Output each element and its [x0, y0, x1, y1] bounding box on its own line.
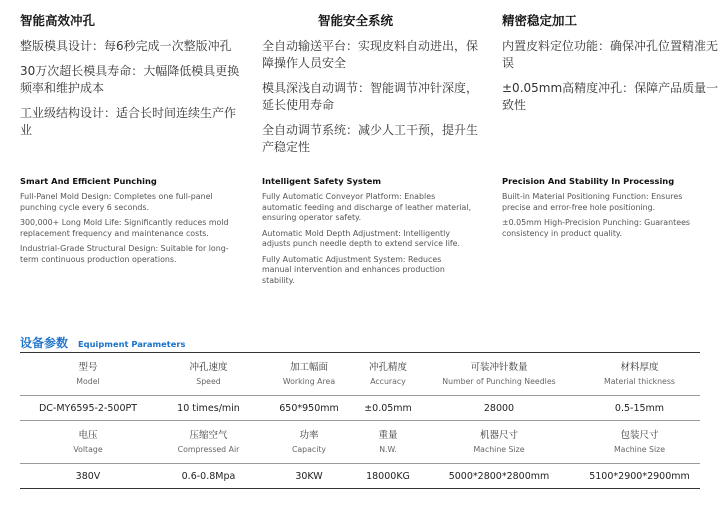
spec-header-cell: 冲孔精度 Accuracy [357, 353, 419, 396]
feature-title-en: Smart And Efficient Punching [20, 176, 157, 186]
feature-column-precision-en [502, 175, 707, 239]
spec-value-cell: 18000KG [357, 464, 419, 489]
feature-item-zh: 全自动输送平台：实现皮料自动进出，保障操作人员安全 [262, 39, 479, 70]
feature-column-safety-en [262, 175, 472, 286]
spec-header-cell: 包装尺寸 Machine Size [579, 421, 700, 464]
spec-value-cell: 28000 [419, 396, 579, 421]
parameters-title-zh: 设备参数 [20, 336, 69, 350]
feature-column-efficient-en [20, 175, 230, 265]
feature-item-en: Built-in Material Positioning Function: Ensures precise and error-free hole positioning. [502, 192, 683, 212]
feature-title-zh: 智能高效冲孔 [20, 13, 96, 28]
spec-header-cell: 加工幅面 Working Area [261, 353, 357, 396]
spec-value-cell: 5100*2900*2900mm [579, 464, 700, 489]
feature-item-en: Fully Automatic Conveyor Platform: Enables automatic feeding and discharge of leather material, ensuring operator safety. [262, 192, 472, 222]
feature-column-safety [262, 10, 487, 156]
spec-value-cell: 0.6-0.8Mpa [156, 464, 261, 489]
feature-item-en: Full-Panel Mold Design: Completes one full-panel punching cycle every 6 seconds. [20, 192, 213, 212]
spec-header-cell: 重量 N.W. [357, 421, 419, 464]
spec-value-row [20, 464, 700, 489]
feature-item-en: Industrial-Grade Structural Design: Suitable for long-term continuous production operations. [20, 244, 229, 264]
feature-title-zh: 精密稳定加工 [502, 13, 578, 28]
feature-title-en: Precision And Stability In Processing [502, 176, 675, 186]
feature-column-precision [502, 10, 726, 114]
feature-item-zh: 30万次超长模具寿命：大幅降低模具更换频率和维护成本 [20, 64, 240, 95]
feature-title-en: Intelligent Safety System [262, 176, 382, 186]
feature-item-zh: ±0.05mm高精度冲孔：保障产品质量一致性 [502, 81, 719, 112]
parameters-title-en: Equipment Parameters [78, 339, 186, 349]
spec-header-cell: 机器尺寸 Machine Size [419, 421, 579, 464]
spec-value-row [20, 396, 700, 421]
spec-header-cell: 可装冲针数量 Number of Punching Needles [419, 353, 579, 396]
feature-item-zh: 整版模具设计：每6秒完成一次整版冲孔 [20, 39, 232, 53]
spec-header-cell: 电压 Voltage [20, 421, 156, 464]
spec-value-cell: 5000*2800*2800mm [419, 464, 579, 489]
spec-header-row [20, 421, 700, 464]
spec-value-cell: 650*950mm [261, 396, 357, 421]
feature-item-zh: 内置皮料定位功能：确保冲孔位置精准无误 [502, 39, 719, 70]
equipment-parameters-heading [20, 334, 185, 350]
feature-item-en: Automatic Mold Depth Adjustment: Intelligently adjusts punch needle depth to extend service life. [262, 228, 461, 248]
feature-item-en: 300,000+ Long Mold Life: Significantly reduces mold replacement frequency and maintenance costs. [20, 218, 229, 238]
feature-item-zh: 工业级结构设计：适合长时间连续生产作业 [20, 106, 237, 137]
spec-value-cell: ±0.05mm [357, 396, 419, 421]
spec-header-cell: 材料厚度 Material thickness [579, 353, 700, 396]
spec-header-cell: 功率 Capacity [261, 421, 357, 464]
spec-header-cell: 压缩空气 Compressed Air [156, 421, 261, 464]
spec-header-row [20, 353, 700, 396]
feature-item-en: Fully Automatic Adjustment System: Reduces manual intervention and enhances production stability. [262, 254, 445, 285]
specifications-table [20, 352, 700, 489]
feature-title-zh: 智能安全系统 [318, 13, 394, 28]
spec-value-cell: DC-MY6595-2-500PT [20, 396, 156, 421]
feature-item-en: ±0.05mm High-Precision Punching: Guarantees consistency in product quality. [502, 218, 691, 238]
feature-item-zh: 全自动调节系统：减少人工干预，提升生产稳定性 [262, 123, 479, 154]
feature-column-efficient [20, 10, 245, 139]
spec-value-cell: 10 times/min [156, 396, 261, 421]
spec-header-cell: 冲孔速度 Speed [156, 353, 261, 396]
spec-value-cell: 0.5-15mm [579, 396, 700, 421]
spec-value-cell: 30KW [261, 464, 357, 489]
feature-item-zh: 模具深浅自动调节：智能调节冲针深度，延长使用寿命 [262, 81, 479, 112]
spec-header-cell: 型号 Model [20, 353, 156, 396]
spec-value-cell: 380V [20, 464, 156, 489]
